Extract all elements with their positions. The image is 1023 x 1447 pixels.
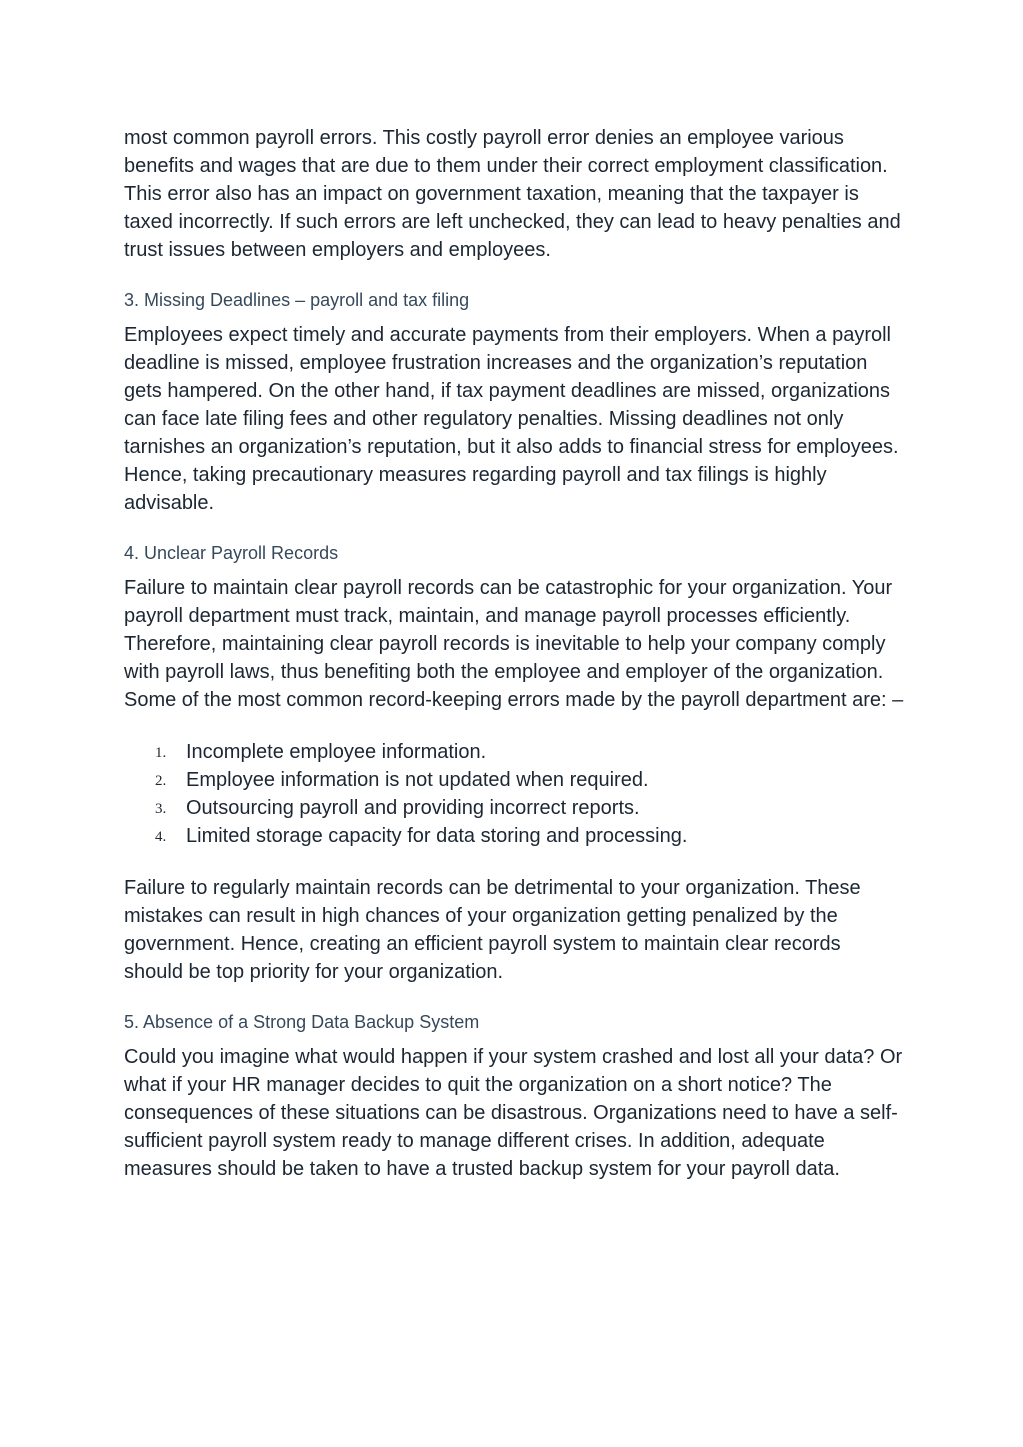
list-item-text: Employee information is not updated when required. [186,769,649,791]
document-page [124,124,904,1183]
section-3-heading: 3. Missing Deadlines – payroll and tax filing [124,290,470,310]
section-4-heading: 4. Unclear Payroll Records [124,543,339,563]
record-keeping-errors-list [124,738,904,850]
list-item-text: Outsourcing payroll and providing incorrect reports. [186,797,640,819]
intro-paragraph: most common payroll errors. This costly payroll error denies an employee various benefits and wages that are due to them under their correct employment classification. This error also has an impact on government taxation, meaning that the taxpayer is taxed incorrectly. If such errors are left unchecked, they can lead to heavy penalties and trust issues between employers and employees. [124,127,901,261]
section-4-list-intro: Some of the most common record-keeping errors made by the payroll department are: – [124,689,904,711]
list-item-text: Incomplete employee information. [186,741,487,763]
list-item-number: 3. [155,801,167,817]
list-item-number: 4. [155,829,167,845]
section-5-paragraph: Could you imagine what would happen if your system crashed and lost all your data? Or what if your HR manager decides to quit the organization on a short notice? The consequences of these situations can be disastrous. Organizations need to have a self-sufficient payroll system ready to manage different crises. In addition, adequate measures should be taken to have a trusted backup system for your payroll data. [124,1046,903,1180]
section-4-closing-paragraph: Failure to regularly maintain records can be detrimental to your organization. These mistakes can result in high chances of your organization getting penalized by the government. Hence, creating an efficient payroll system to maintain clear records should be top priority for your organization. [124,877,861,983]
section-4-paragraph: Failure to maintain clear payroll records can be catastrophic for your organization. Your payroll department must track, maintain, and manage payroll processes efficiently. Therefore, maintaining clear payroll records is inevitable to help your company comply with payroll laws, thus benefiting both the employee and employer of the organization. [124,577,893,683]
list-item [124,738,904,766]
section-3-paragraph: Employees expect timely and accurate payments from their employers. When a payroll deadline is missed, employee frustration increases and the organization’s reputation gets hampered. On the other hand, if tax payment deadlines are missed, organizations can face late filing fees and other regulatory penalties. Missing deadlines not only tarnishes an organization’s reputation, but it also adds to financial stress for employees. Hence, taking precautionary measures regarding payroll and tax filings is highly advisable. [124,324,899,514]
list-item-number: 2. [155,773,167,789]
list-item [124,766,904,794]
section-5-heading: 5. Absence of a Strong Data Backup System [124,1012,480,1032]
list-item [124,794,904,822]
list-item-text: Limited storage capacity for data storing and processing. [186,825,688,847]
list-item-number: 1. [155,745,167,761]
list-item [124,822,904,850]
